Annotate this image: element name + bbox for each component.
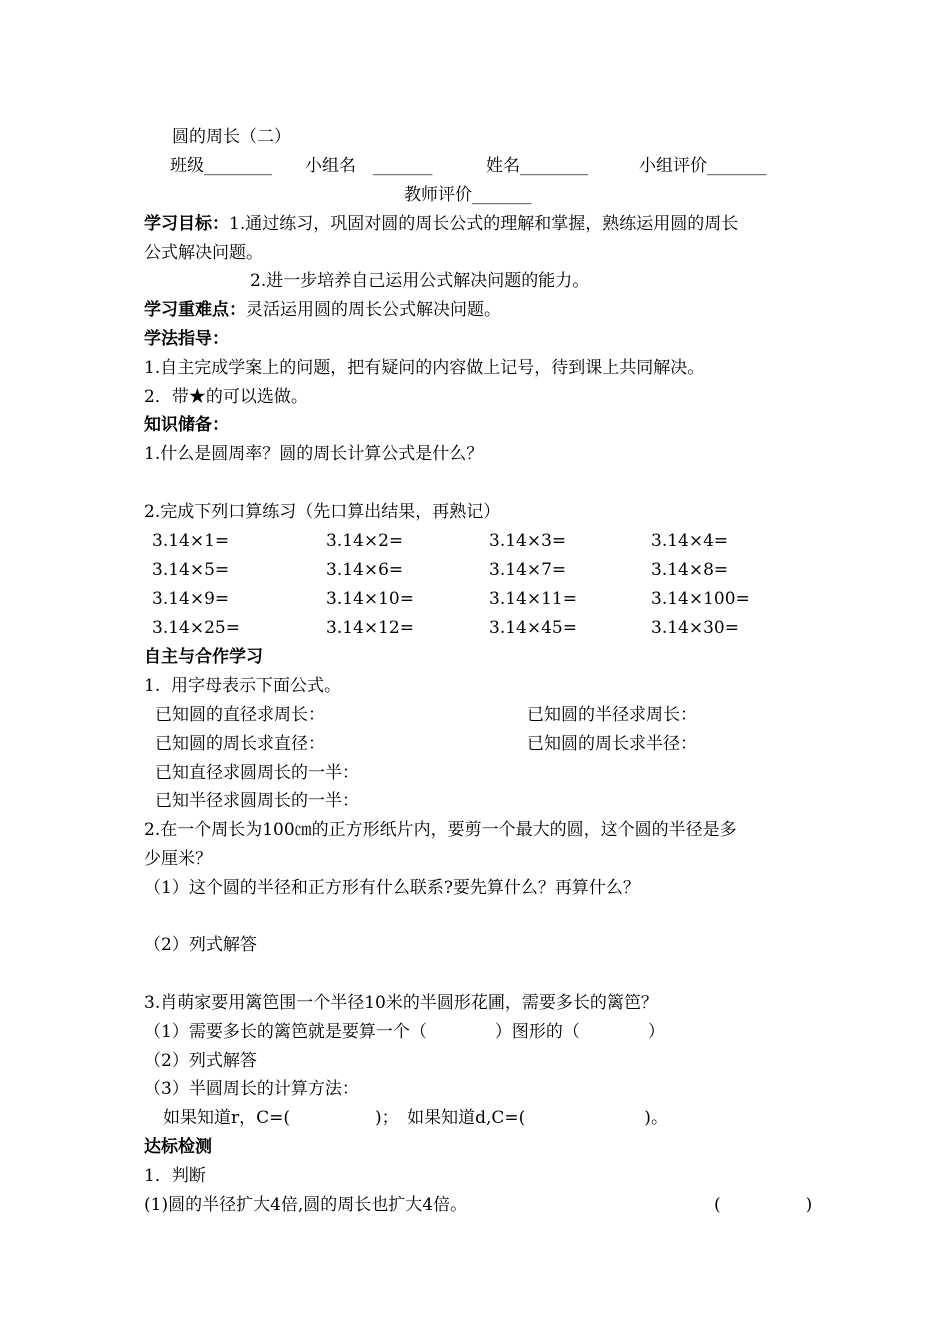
- self-study-q2-cont: 少厘米？: [144, 849, 212, 869]
- knowledge-q1: 1.什么是圆周率？圆的周长计算公式是什么？: [144, 444, 484, 464]
- formula-item: 已知圆的周长求直径：: [155, 734, 325, 754]
- goals-label: 学习目标：: [144, 214, 229, 234]
- keypoints-line: [144, 299, 501, 321]
- self-study-q2-sub2: （2）列式解答: [144, 935, 257, 955]
- self-study-q2-sub1: （1）这个圆的半径和正方形有什么联系?要先算什么？再算什么？: [144, 878, 640, 898]
- formula-item: 已知直径求圆周长的一半：: [155, 763, 359, 783]
- formula-item: 已知圆的半径求周长：: [527, 705, 697, 725]
- calc-item: 3.14×25=: [152, 618, 240, 638]
- self-study-q3-sub4: 如果知道r，C=( )； 如果知道d,C=( )。: [163, 1108, 668, 1128]
- self-study-q3-sub3: （3）半圆周长的计算方法：: [144, 1079, 359, 1099]
- calc-item: 3.14×1=: [152, 531, 230, 551]
- calc-item: 3.14×2=: [326, 531, 404, 551]
- keypoints-label: 学习重难点：: [144, 300, 246, 320]
- calc-item: 3.14×30=: [651, 618, 739, 638]
- self-study-q3-sub1: （1）需要多长的篱笆就是要算一个（ ）图形的（ ）: [144, 1022, 665, 1042]
- formula-item: 已知圆的周长求半径：: [527, 734, 697, 754]
- page-title: 圆的周长（二）: [172, 127, 291, 147]
- calc-row: [152, 588, 812, 610]
- group-field: 小组名 _______: [305, 156, 433, 176]
- self-study-q1: 1. 用字母表示下面公式。: [144, 676, 342, 696]
- answer-bracket: ( ): [714, 1195, 813, 1215]
- goals-line2: 2.进一步培养自己运用公式解决问题的能力。: [250, 271, 590, 291]
- calc-item: 3.14×45=: [489, 618, 577, 638]
- name-field: 姓名________: [486, 156, 588, 176]
- calc-item: 3.14×6=: [326, 560, 404, 580]
- group-eval-field: 小组评价_______: [639, 156, 767, 176]
- test-q1: 1．判断: [144, 1166, 206, 1186]
- goals-line1: 1.通过练习，巩固对圆的周长公式的理解和掌握，熟练运用圆的周长: [229, 214, 739, 234]
- goals-line1b: 公式解决问题。: [144, 243, 263, 263]
- self-study-q2: 2.在一个周长为100㎝的正方形纸片内，要剪一个最大的圆，这个圆的半径是多: [144, 820, 737, 840]
- test-heading: 达标检测: [144, 1137, 212, 1157]
- class-field: 班级________: [170, 156, 272, 176]
- calc-item: 3.14×7=: [489, 560, 567, 580]
- calc-item: 3.14×3=: [489, 531, 567, 551]
- self-study-q3: 3.肖萌家要用篱笆围一个半径10米的半圆形花圃，需要多长的篱笆？: [144, 993, 658, 1013]
- knowledge-q2: 2.完成下列口算练习（先口算出结果，再熟记）: [144, 502, 501, 522]
- calc-item: 3.14×10=: [326, 589, 414, 609]
- calc-row: [152, 617, 812, 639]
- guide-heading: 学法指导：: [144, 329, 229, 349]
- guide-item-1: 1.自主完成学案上的问题，把有疑问的内容做上记号，待到课上共同解决。: [144, 358, 705, 378]
- calc-item: 3.14×5=: [152, 560, 230, 580]
- teacher-eval-field: 教师评价_______: [404, 185, 532, 205]
- formula-item: 已知圆的直径求周长：: [155, 705, 325, 725]
- calc-item: 3.14×100=: [651, 589, 750, 609]
- calc-item: 3.14×12=: [326, 618, 414, 638]
- calc-item: 3.14×9=: [152, 589, 230, 609]
- guide-item-2: 2．带★的可以选做。: [144, 387, 308, 407]
- calc-item: 3.14×11=: [489, 589, 577, 609]
- calc-item: 3.14×4=: [651, 531, 729, 551]
- self-study-q3-sub2: （2）列式解答: [144, 1051, 257, 1071]
- calc-item: 3.14×8=: [651, 560, 729, 580]
- keypoints-text: 灵活运用圆的周长公式解决问题。: [246, 300, 501, 320]
- calc-row: [152, 530, 812, 552]
- test-judge-1: (1)圆的半径扩大4倍,圆的周长也扩大4倍。: [144, 1195, 468, 1215]
- formula-item: 已知半径求圆周长的一半：: [155, 791, 359, 811]
- calc-row: [152, 559, 812, 581]
- goals-line: [144, 213, 738, 235]
- knowledge-heading: 知识储备：: [144, 415, 229, 435]
- self-study-heading: 自主与合作学习: [144, 647, 263, 667]
